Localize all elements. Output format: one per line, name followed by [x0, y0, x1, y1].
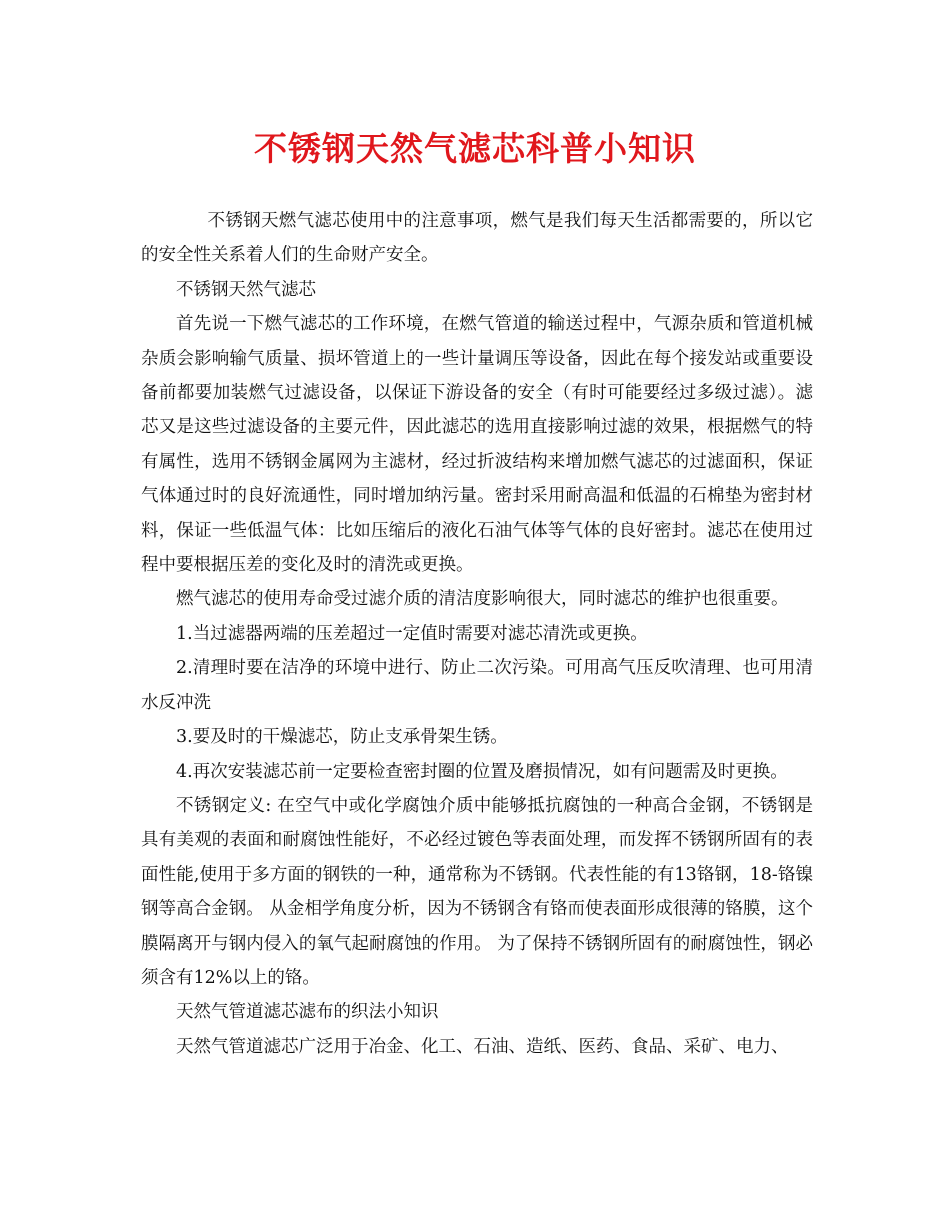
document-title: 不锈钢天然气滤芯科普小知识: [254, 129, 696, 168]
list-item: 4.再次安装滤芯前一定要检查密封圈的位置及磨损情况，如有问题需及时更换。: [176, 761, 788, 782]
body-paragraph: 天然气管道滤芯广泛用于冶金、化工、石油、造纸、医药、食品、采矿、电力、: [176, 1036, 789, 1057]
list-item: 3.要及时的干燥滤芯，防止支承骨架生锈。: [176, 727, 508, 748]
body-paragraph: 不锈钢定义: 在空气中或化学腐蚀介质中能够抵抗腐蚀的一种高合金钢，不锈钢是具有美观的表面和耐腐蚀性能好，不必经过镀色等表面处理，而发挥不锈钢所固有的表面性能,使用于多方面的钢铁的一种，通常称为不锈钢。代表性能的有13铬钢，18-铬镍钢等高合金钢。 从金相学角度分析，因为不锈钢含有铬而使表面形成很薄的铬膜，这个膜隔离开与钢内侵入的氧气起耐腐蚀的作用。 为了保持不锈钢所固有的耐腐蚀性，钢必须含有12%以上的铬。: [141, 795, 813, 988]
list-item: 2.清理时要在洁净的环境中进行、防止二次污染。可用高气压反吹清理、也可用清水反冲洗: [141, 658, 813, 713]
body-paragraph: 首先说一下燃气滤芯的工作环境，在燃气管道的输送过程中，气源杂质和管道机械杂质会影响输气质量、损坏管道上的一些计量调压等设备，因此在每个接发站或重要设备前都要加装燃气过滤设备，以保证下游设备的安全（有时可能要经过多级过滤）。滤芯又是这些过滤设备的主要元件，因此滤芯的选用直接影响过滤的效果，根据燃气的特有属性，选用不锈钢金属网为主滤材，经过折波结构来增加燃气滤芯的过滤面积，保证气体通过时的良好流通性，同时增加纳污量。密封采用耐高温和低温的石棉垫为密封材料，保证一些低温气体：比如压缩后的液化石油气体等气体的良好密封。滤芯在使用过程中要根据压差的变化及时的清洗或更换。: [141, 314, 813, 576]
body-paragraph: 燃气滤芯的使用寿命受过滤介质的清洁度影响很大，同时滤芯的维护也很重要。: [176, 589, 789, 610]
section-heading: 不锈钢天然气滤芯: [176, 279, 316, 300]
document-body: [141, 204, 813, 1064]
intro-paragraph: 不锈钢天燃气滤芯使用中的注意事项，燃气是我们每天生活都需要的，所以它的安全性关系着人们的生命财产安全。: [141, 211, 813, 266]
list-item: 1.当过滤器两端的压差超过一定值时需要对滤芯清洗或更换。: [176, 623, 648, 644]
section-heading: 天然气管道滤芯滤布的织法小知识: [176, 1002, 439, 1023]
